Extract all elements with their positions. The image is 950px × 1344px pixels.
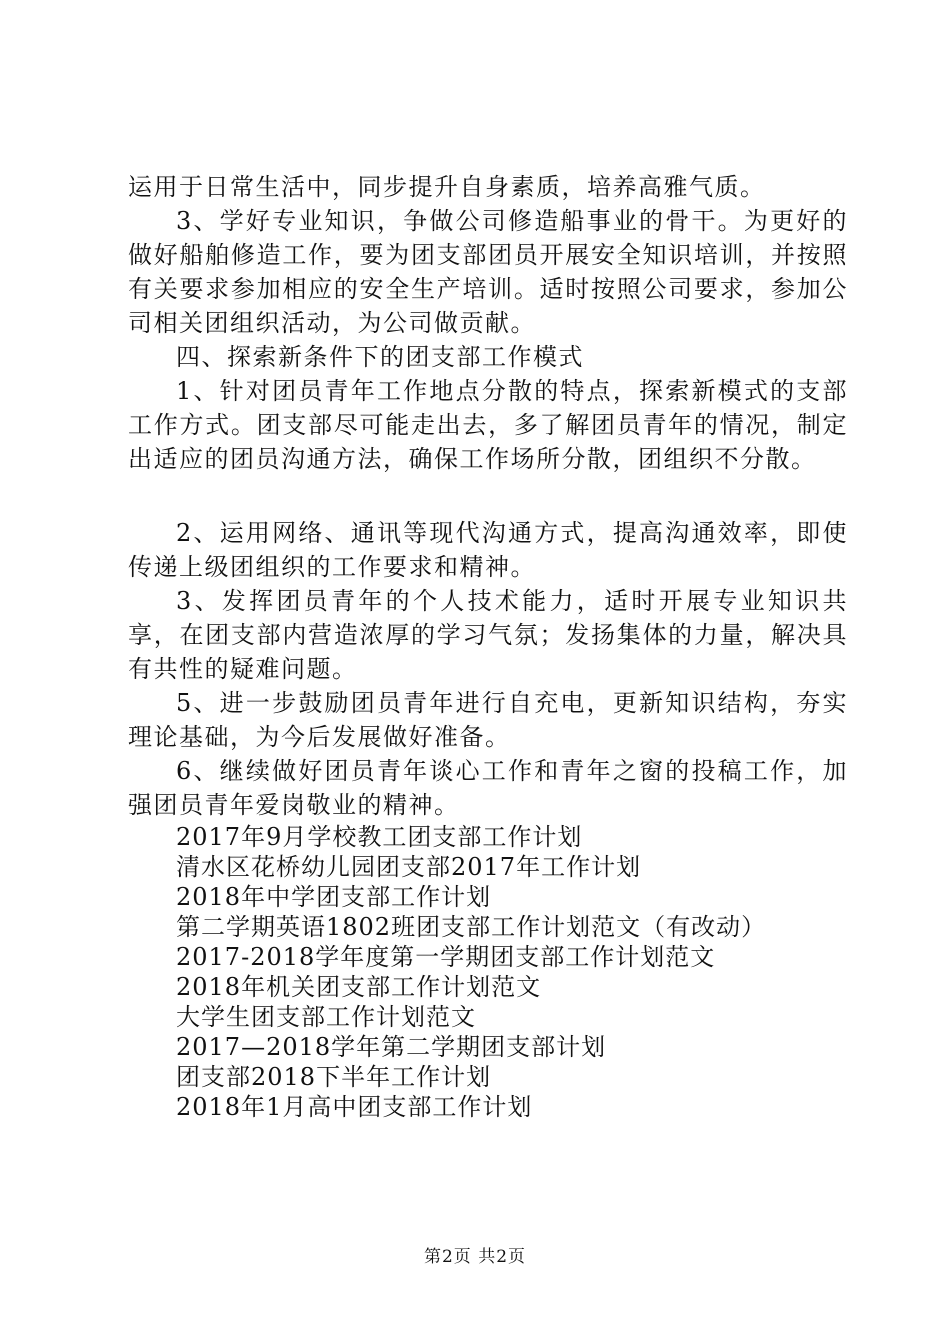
related-links-list — [128, 822, 848, 1122]
related-link[interactable]: 团支部2018下半年工作计划 — [176, 1063, 492, 1091]
related-link[interactable]: 2017—2018学年第二学期团支部计划 — [176, 1033, 607, 1061]
related-link[interactable]: 清水区花桥幼儿园团支部2017年工作计划 — [176, 853, 642, 881]
page-number-footer: 第2页 共2页 — [423, 1247, 527, 1267]
related-link-item[interactable] — [128, 852, 848, 882]
related-link-item[interactable] — [128, 1002, 848, 1032]
related-link-item[interactable] — [128, 882, 848, 912]
paragraph-spacer — [128, 476, 848, 516]
related-link[interactable]: 大学生团支部工作计划范文 — [176, 1003, 476, 1031]
related-link[interactable]: 2018年中学团支部工作计划 — [176, 883, 492, 911]
paragraph: 3、学好专业知识，争做公司修造船事业的骨干。为更好的做好船舶修造工作，要为团支部团员开展安全知识培训，并按照有关要求参加相应的安全生产培训。适时按照公司要求，参加公司相关团组织活动，为公司做贡献。 — [128, 207, 848, 337]
related-link-item[interactable] — [128, 1032, 848, 1062]
related-link-item[interactable] — [128, 1062, 848, 1092]
related-link[interactable]: 2017-2018学年度第一学期团支部工作计划范文 — [176, 943, 716, 971]
related-link-item[interactable] — [128, 942, 848, 972]
document-body — [128, 170, 848, 1122]
paragraph: 运用于日常生活中，同步提升自身素质，培养高雅气质。 — [128, 173, 766, 201]
related-link-item[interactable] — [128, 972, 848, 1002]
paragraph: 2、运用网络、通讯等现代沟通方式，提高沟通效率，即使传递上级团组织的工作要求和精神。 — [128, 519, 848, 581]
related-link[interactable]: 2018年机关团支部工作计划范文 — [176, 973, 542, 1001]
related-link[interactable]: 2017年9月学校教工团支部工作计划 — [176, 823, 583, 851]
related-link-item[interactable] — [128, 822, 848, 852]
paragraph: 1、针对团员青年工作地点分散的特点，探索新模式的支部工作方式。团支部尽可能走出去，多了解团员青年的情况，制定出适应的团员沟通方法，确保工作场所分散，团组织不分散。 — [128, 377, 848, 473]
related-link-item[interactable] — [128, 912, 848, 942]
paragraph: 3、发挥团员青年的个人技术能力，适时开展专业知识共享，在团支部内营造浓厚的学习气氛；发扬集体的力量，解决具有共性的疑难问题。 — [128, 587, 848, 683]
related-link-item[interactable] — [128, 1092, 848, 1122]
related-link[interactable]: 2018年1月高中团支部工作计划 — [176, 1093, 533, 1121]
paragraph: 5、进一步鼓励团员青年进行自充电，更新知识结构，夯实理论基础，为今后发展做好准备。 — [128, 689, 848, 751]
section-heading: 四、探索新条件下的团支部工作模式 — [176, 343, 584, 371]
related-link[interactable]: 第二学期英语1802班团支部工作计划范文（有改动） — [176, 913, 767, 941]
paragraph: 6、继续做好团员青年谈心工作和青年之窗的投稿工作，加强团员青年爱岗敬业的精神。 — [128, 757, 848, 819]
